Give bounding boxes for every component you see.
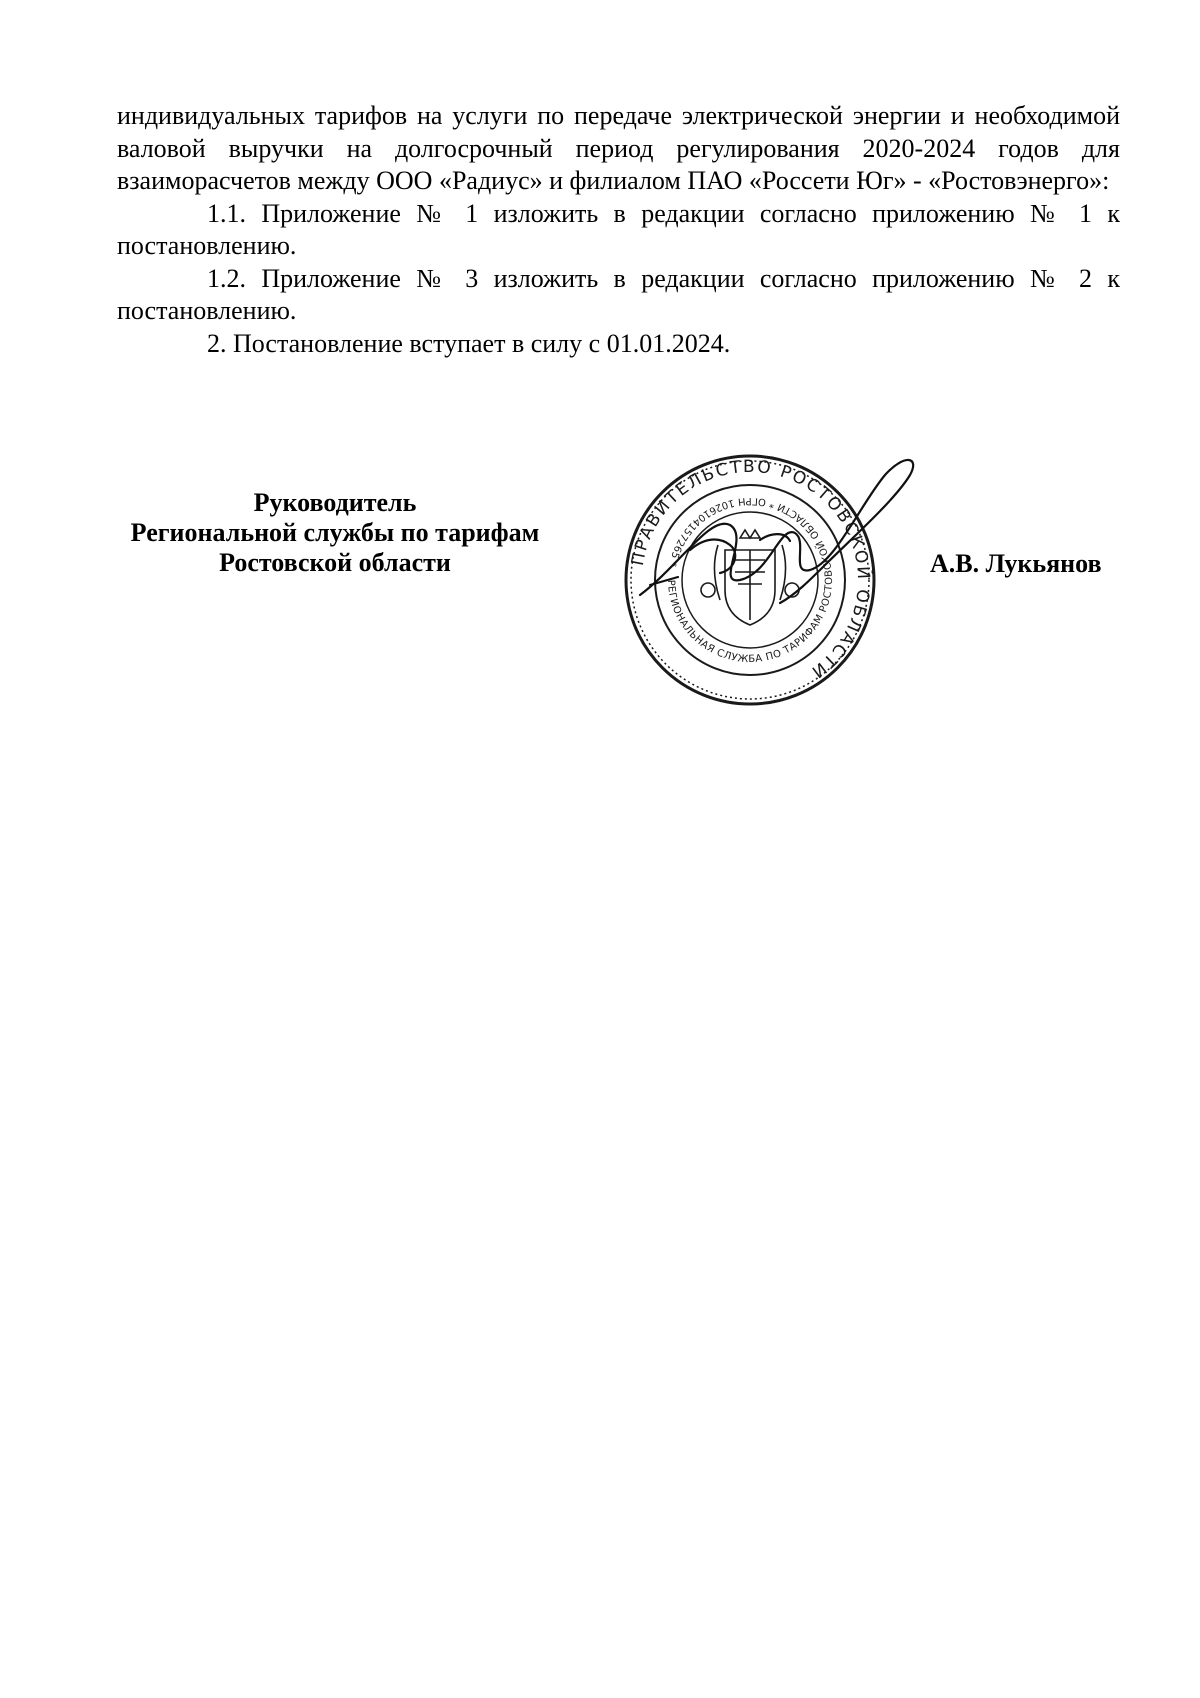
signer-position-line-2: Региональной службы по тарифам bbox=[130, 518, 540, 547]
paragraph-item-1-1: 1.1. Приложение № 1 изложить в редакции согласно приложению № 1 к постановлению. bbox=[117, 198, 1120, 260]
paragraph-item-1-2: 1.2. Приложение № 3 изложить в редакции согласно приложению № 2 к постановлению. bbox=[117, 263, 1120, 325]
paragraph-item-2: 2. Постановление вступает в силу с 01.01.2024. bbox=[207, 328, 731, 358]
seal-outer-lettering: ПРАВИТЕЛЬСТВО РОСТОВСКОЙ ОБЛАСТИ bbox=[627, 456, 874, 683]
handwritten-signature bbox=[620, 445, 920, 645]
seal-inner-lettering: РЕГИОНАЛЬНАЯ СЛУЖБА ПО ТАРИФАМ РОСТОВСКОЙ ОБЛАСТИ * ОГРН 1026104157265 * bbox=[664, 494, 836, 666]
signer-position-line-3: Ростовской области bbox=[219, 548, 451, 577]
signer-name: А.В. Лукьянов bbox=[930, 549, 1102, 578]
signer-position bbox=[100, 488, 570, 578]
document-body bbox=[117, 100, 1120, 360]
signer-position-line-1: Руководитель bbox=[253, 488, 417, 517]
paragraph-intro: индивидуальных тарифов на услуги по передаче электрической энергии и необходимой валовой выручки на долгосрочный период регулирования 2020-2024 годов для взаиморасчетов между ООО «Радиус» и филиалом ПАО «Россети Юг» - «Ростовэнерго»: bbox=[117, 101, 1120, 195]
